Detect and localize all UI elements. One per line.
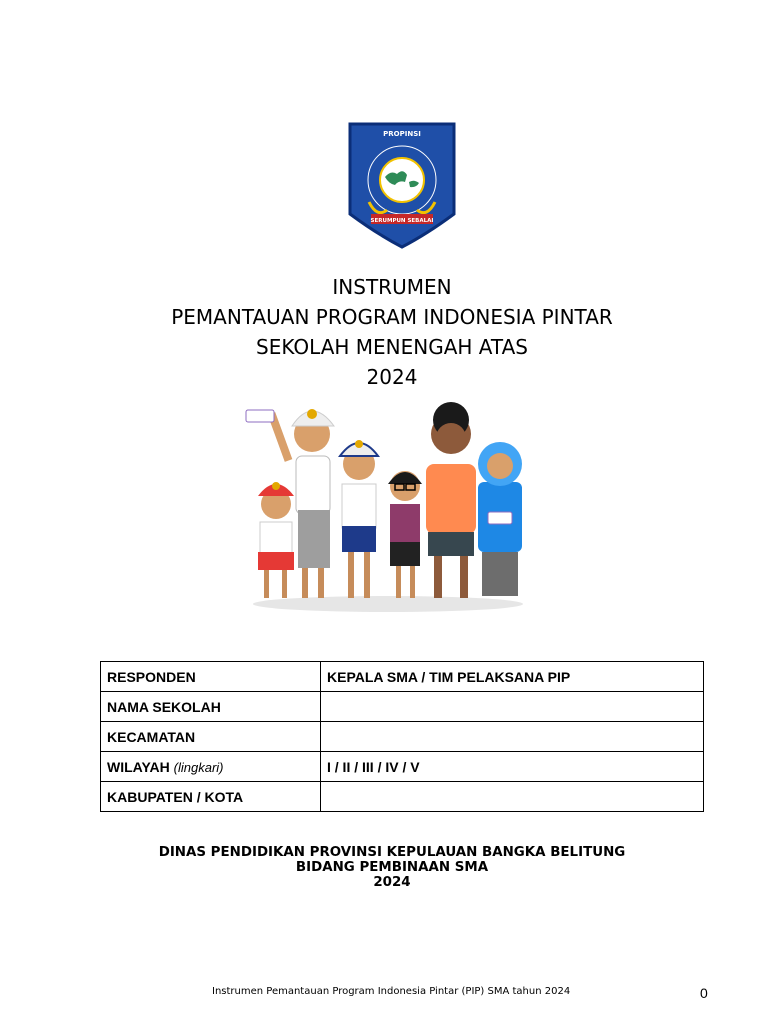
org-line-2: BIDANG PEMBINAAN SMA bbox=[295, 860, 489, 875]
title-line-1: INSTRUMEN bbox=[332, 275, 452, 299]
logo-motto-text: SERUMPUN SEBALAI bbox=[370, 218, 434, 224]
org-line-1: DINAS PENDIDIKAN PROVINSI KEPULAUAN BANGKA BELITUNG bbox=[158, 845, 626, 860]
table-row bbox=[101, 662, 704, 692]
table-row bbox=[101, 782, 704, 812]
row-label: KABUPATEN / KOTA bbox=[101, 782, 321, 812]
row-label-note: (lingkari) bbox=[173, 759, 224, 775]
kip-students-illustration bbox=[238, 392, 538, 618]
row-value[interactable]: KEPALA SMA / TIM PELAKSANA PIP bbox=[321, 662, 704, 692]
logo-top-text: PROPINSI bbox=[383, 130, 421, 138]
organization-block bbox=[0, 845, 768, 890]
table-row bbox=[101, 692, 704, 722]
title-line-3: SEKOLAH MENENGAH ATAS bbox=[256, 335, 528, 359]
row-label: KECAMATAN bbox=[101, 722, 321, 752]
org-line-3: 2024 bbox=[373, 875, 411, 890]
row-value[interactable] bbox=[321, 782, 704, 812]
document-title bbox=[0, 272, 768, 392]
title-line-4: 2024 bbox=[366, 365, 418, 389]
table-row bbox=[101, 752, 704, 782]
row-value[interactable]: I / II / III / IV / V bbox=[321, 752, 704, 782]
row-value[interactable] bbox=[321, 722, 704, 752]
page-footer-text: Instrumen Pemantauan Program Indonesia Pintar (PIP) SMA tahun 2024 bbox=[212, 986, 571, 997]
row-label: NAMA SEKOLAH bbox=[101, 692, 321, 722]
table-row bbox=[101, 722, 704, 752]
respondent-info-table bbox=[100, 661, 704, 812]
row-label: WILAYAH (lingkari) bbox=[101, 752, 321, 782]
row-value[interactable] bbox=[321, 692, 704, 722]
title-line-2: PEMANTAUAN PROGRAM INDONESIA PINTAR bbox=[171, 305, 613, 329]
row-label: RESPONDEN bbox=[101, 662, 321, 692]
page-number: 0 bbox=[700, 985, 708, 1001]
province-logo bbox=[347, 122, 457, 249]
